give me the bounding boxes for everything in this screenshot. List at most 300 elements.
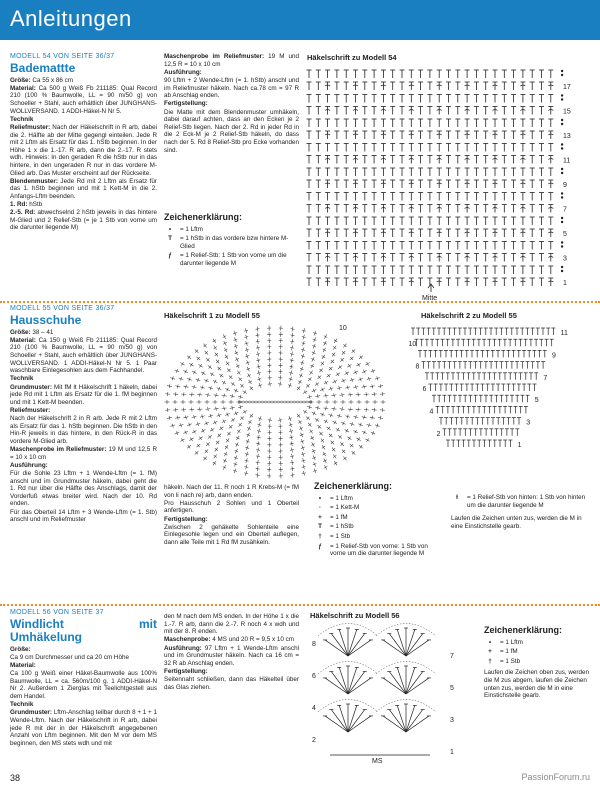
- stitch-mark: [334, 380, 336, 384]
- chart-row-number: 5: [450, 685, 454, 692]
- stitch-mark: [360, 445, 362, 448]
- legend-symbol: ƚ: [456, 494, 458, 501]
- stitch-mark: [327, 427, 329, 430]
- stitch-mark: [350, 407, 351, 411]
- chart-row: [307, 156, 554, 164]
- instruction-paragraph: Ausführung: 97 Lftm + 1 Wende-Lftm anschl und im Grundmuster häkeln. Nach ca 16 cm = 32 R ab Anschlag enden.: [164, 644, 299, 667]
- stitch-mark: [334, 393, 335, 397]
- chart-row-number: 15: [563, 108, 571, 116]
- stitch-mark: [383, 678, 406, 694]
- stitch-mark: [323, 342, 326, 344]
- stitch-mark: [313, 389, 315, 393]
- stitch-mark: [348, 678, 371, 694]
- stitch-mark: [348, 634, 365, 656]
- stitch-mark: [190, 438, 192, 441]
- stitch-mark: [348, 716, 371, 732]
- chart-row: [307, 278, 554, 286]
- stitch-mark: [348, 640, 371, 656]
- legend-text: = 1 Relief-Stb von vorne: 1 Stb von vorne um die darunter liegende M: [330, 542, 428, 558]
- legend-note: Laufen die Zeichen oben zus, werden die M zus abgem, laufen die Zeichen unten zus, werden die M in eine Einstichstelle gearb.: [484, 669, 590, 700]
- chain-mark: [293, 401, 296, 403]
- section-divider: [0, 604, 600, 606]
- legend-row: [164, 252, 299, 267]
- legend-row: [314, 495, 434, 503]
- chart-row-number: 2: [436, 430, 441, 438]
- chart-row-number: 7: [563, 206, 567, 214]
- model-55-chart-2-title: Häkelschrift 2 zu Modell 55: [421, 311, 517, 320]
- model-56-crochet-chart: [310, 620, 460, 765]
- stitch-mark: [334, 407, 335, 411]
- stitch-mark: [235, 450, 239, 452]
- instruction-paragraph: Größe: 38 – 41: [10, 328, 54, 336]
- stitch-mark: [331, 672, 348, 694]
- chain-mark: [561, 217, 563, 219]
- legend-symbol: •: [318, 494, 322, 502]
- stitch-mark: [236, 437, 239, 439]
- chain-mark: [306, 401, 309, 403]
- stitch-mark: [208, 393, 209, 397]
- stitch-mark: [304, 390, 306, 393]
- stitch-mark: [192, 408, 193, 412]
- stitch-mark: [383, 640, 406, 656]
- stitch-mark: [237, 430, 240, 432]
- stitch-mark: [214, 380, 216, 384]
- stitch-mark: [348, 629, 357, 656]
- stitch-mark: [223, 420, 225, 423]
- instruction-paragraph: Maschenprobe im Reliefmuster: 19 M und 12,5 R = 10 x 10 cm: [10, 446, 157, 461]
- stitch-mark: [236, 365, 239, 367]
- instruction-paragraph: Für das Oberteil 14 Lftm + 3 Wende-Lftm (= 1. Stb) anschl und im Reliefmuster: [10, 508, 157, 524]
- stitch-mark: [358, 408, 359, 412]
- stitch-mark: [290, 475, 294, 476]
- stitch-mark: [339, 667, 348, 694]
- stitch-mark: [312, 352, 316, 354]
- chart-row-number: 1: [517, 442, 522, 449]
- stitch-mark: [235, 412, 237, 416]
- stitch-mark: [339, 705, 348, 732]
- legend-text: = 1 hStb in das vordere bzw hintere M-Glied: [180, 235, 289, 250]
- instruction-paragraph: 2.-5. Rd: abwechselnd 2 hStb jeweils in das hintere M-Glied und 2 Relief-Stb (= je 1 Stb von vorne um die darunter liegende M): [10, 209, 157, 232]
- chain-mark: [561, 70, 563, 72]
- chart-row-number: 4: [312, 705, 316, 712]
- model-56-title: Windlicht mit Umhäkelung: [10, 616, 157, 644]
- chain-mark: [561, 196, 563, 198]
- chart-row: [307, 70, 564, 78]
- legend-text: = 1 Lftm: [180, 225, 203, 233]
- legend-symbol: +: [318, 513, 322, 521]
- chart-row: [307, 205, 554, 213]
- section-divider: [0, 301, 600, 303]
- model-56-column-2: [164, 613, 299, 692]
- legend-row: [314, 514, 434, 522]
- model-54-column-2: [164, 53, 299, 155]
- stitch-mark: [366, 408, 367, 412]
- model-54-crochet-chart: [305, 62, 590, 302]
- legend-text: = 1 hStb: [330, 523, 354, 531]
- stitch-mark: [331, 634, 348, 656]
- stitch-mark: [199, 437, 201, 440]
- stitch-mark: [389, 710, 406, 732]
- stitch-mark: [211, 428, 213, 431]
- watermark: PassionForum.ru: [521, 772, 590, 782]
- stitch-mark: [214, 346, 217, 348]
- chart-row-number: 5: [534, 397, 539, 405]
- page-title: Anleitungen: [10, 6, 132, 31]
- chart-row: [307, 119, 564, 127]
- stitch-mark: [185, 370, 187, 374]
- stitch-mark: [224, 349, 227, 351]
- stitch-mark: [348, 364, 350, 367]
- stitch-mark: [247, 428, 250, 430]
- stitch-mark: [311, 365, 314, 367]
- chart-row: [307, 241, 564, 249]
- stitch-mark: [200, 407, 201, 411]
- stitch-mark: [223, 466, 227, 468]
- legend-text: = 1 fM: [330, 513, 348, 521]
- chart-row: [307, 82, 554, 90]
- chain-mark: [561, 221, 563, 223]
- stitch-mark: [223, 381, 225, 384]
- stitch-mark: [348, 437, 350, 440]
- chart-row-number: 7: [450, 653, 454, 660]
- stitch-mark: [311, 437, 314, 439]
- model-55-crochet-chart-2: [405, 322, 590, 462]
- instruction-paragraph: Größe: Ca 55 x 86 cm: [10, 76, 73, 84]
- stitch-mark: [310, 430, 313, 432]
- legend-text: = 1 Stb: [500, 657, 521, 665]
- stitch-mark: [334, 340, 337, 342]
- center-label: Mitte: [422, 295, 438, 302]
- stitch-mark: [298, 421, 301, 423]
- stitch-mark: [358, 392, 359, 396]
- instruction-paragraph: Reliefmuster: Nach der Häkelschrift in R arb, dabei die 2. Hälfte ab der Mitte gegengl einteilen. Jede R mit 2 Lftm als Ersatz für das 1. hStb beginnen. In der Höhe 1 x die 1.-17. R arb, dann die 2.-17. R stets wdh. Hinweis: In den geraden R die hStb nur in das hintere, in den ungeraden R nur in das vordere M-Glied arb. Das Muster erscheint auf der Rückseite.: [10, 123, 158, 177]
- stitch-mark: [248, 381, 251, 383]
- chain-mark: [287, 401, 290, 403]
- stitch-mark: [235, 352, 239, 354]
- stitch-mark: [357, 438, 359, 441]
- stitch-mark: [244, 410, 246, 413]
- stitch-mark: [406, 705, 415, 732]
- legend-symbol: ƒ: [318, 542, 322, 550]
- instruction-paragraph: 1. Rd: hStb: [10, 201, 43, 209]
- stitch-mark: [312, 450, 316, 452]
- chart-row: [307, 180, 554, 188]
- stitch-mark: [363, 370, 365, 374]
- stitch-mark: [193, 430, 195, 434]
- chart-row-number: 10: [339, 325, 347, 332]
- stitch-mark: [246, 368, 250, 370]
- repeat-label: MS: [372, 758, 383, 765]
- chart-row: [307, 192, 564, 200]
- legend-row: [484, 658, 592, 666]
- legend-text: = 1 Relief-Stb von hinten: 1 Stb von hinten um die darunter liegende M: [467, 494, 586, 509]
- stitch-mark: [311, 358, 314, 360]
- stitch-mark: [216, 393, 217, 397]
- stitch-mark: [350, 393, 351, 397]
- model-54-column-1: [10, 53, 157, 233]
- instruction-paragraph: Fertigstellung:: [164, 100, 208, 108]
- stitch-mark: [325, 716, 348, 732]
- chart-row: [307, 229, 554, 237]
- stitch-mark: [327, 374, 329, 377]
- instruction-paragraph: Fertigstellung:: [164, 515, 208, 523]
- chain-mark: [261, 401, 264, 403]
- stitch-mark: [339, 629, 348, 656]
- stitch-mark: [290, 341, 294, 342]
- stitch-mark: [397, 705, 406, 732]
- chain-mark: [274, 401, 277, 403]
- legend-symbol: •: [168, 225, 172, 233]
- stitch-mark: [406, 672, 423, 694]
- stitch-mark: [214, 421, 216, 425]
- stitch-mark: [268, 384, 272, 385]
- stitch-mark: [300, 434, 304, 436]
- stitch-mark: [333, 455, 336, 457]
- legend-symbol: T: [318, 523, 322, 531]
- chain-mark: [280, 401, 283, 403]
- stitch-mark: [256, 475, 260, 476]
- stitch-mark: [360, 356, 362, 359]
- chart-row: [307, 254, 554, 262]
- model-56-legend: [484, 627, 592, 700]
- stitch-mark: [224, 453, 227, 455]
- stitch-mark: [209, 435, 212, 438]
- chain-mark: [296, 401, 299, 403]
- stitch-mark: [348, 667, 357, 694]
- page-number: 38: [10, 773, 21, 783]
- stitch-mark: [183, 408, 184, 412]
- stitch-mark: [220, 374, 222, 377]
- stitch-mark: [216, 407, 217, 411]
- model-55-reference: MODELL 55 VON SEITE 36/37: [10, 305, 115, 312]
- stitch-mark: [383, 716, 406, 732]
- stitch-mark: [331, 710, 348, 732]
- stitch-mark: [185, 431, 187, 435]
- stitch-mark: [355, 430, 357, 434]
- stitch-mark: [208, 407, 209, 411]
- model-55-column-2: [164, 484, 299, 547]
- stitch-mark: [346, 372, 348, 375]
- stitch-mark: [235, 444, 238, 446]
- stitch-mark: [322, 446, 325, 448]
- chain-mark: [561, 123, 563, 125]
- chain-mark: [561, 245, 563, 247]
- instruction-paragraph: Grundmuster: Mit fM lt Häkelschrift 1 häkeln, dabei jede Rd mit 1 Lftm als Ersatz für die 1. fM beginnen und mit 1 Kett-M beenden.: [10, 383, 157, 406]
- legend-row: [314, 523, 434, 531]
- instruction-paragraph: Die Matte mit dem Blendenmuster umhäkeln, dabei darauf achten, dass an den Ecken je 2 Relief-Stb liegen. Nach der 2. Rd in jeder Rd in die 2 Eck-M je 2 Relief-Stb häkeln, do dass nach der 5. Rd 8 Relief-Stb pro Ecke vorhanden sind.: [164, 108, 299, 154]
- stitch-mark: [337, 373, 339, 376]
- chain-mark: [277, 401, 280, 403]
- chart-row-number: 3: [526, 419, 531, 427]
- stitch-mark: [348, 705, 357, 732]
- stitch-mark: [367, 438, 369, 441]
- chart-row-number: 11: [560, 330, 568, 337]
- stitch-mark: [193, 371, 195, 375]
- stitch-mark: [334, 421, 336, 425]
- legend-symbol: †: [488, 657, 492, 665]
- stitch-mark: [246, 434, 250, 436]
- stitch-mark: [367, 362, 369, 365]
- chart-row-number: 4: [429, 408, 434, 416]
- legend-row: [484, 639, 592, 647]
- instruction-paragraph: Fertigstellung:: [164, 667, 208, 675]
- chart-row-number: 2: [312, 737, 316, 744]
- instruction-paragraph: Material: Ca 150 g Weiß Fb 211185: Qual Record 210 (100 % Baumwolle, LL = 90 m/50 g) von Schoeller + Stahl, auch erhältlich über JUNGHANS-WOLLVERSAND. 1 ADDI-Häkel-N Nr 5. 1 Paar waschbare Einlegesohlen aus dem Fachhandel.: [10, 336, 157, 375]
- stitch-mark: [188, 356, 190, 359]
- instruction-paragraph: Reliefmuster:: [10, 406, 51, 414]
- chain-mark: [561, 143, 563, 145]
- stitch-mark: [237, 371, 240, 373]
- stitch-mark: [333, 346, 336, 348]
- chain-mark: [561, 266, 563, 268]
- chain-mark: [258, 401, 261, 403]
- stitch-mark: [256, 335, 260, 336]
- page-header: [0, 0, 600, 40]
- model-55-legend-right: [451, 494, 591, 530]
- stitch-mark: [213, 462, 216, 464]
- chain-mark: [561, 192, 563, 194]
- chain-mark: [255, 401, 258, 403]
- instruction-paragraph: Technik: [10, 701, 34, 709]
- instruction-paragraph: Maschenprobe im Reliefmuster: 19 M und 12,5 R = 10 x 10 cm: [164, 53, 299, 68]
- stitch-mark: [290, 468, 294, 469]
- legend-note: Laufen die Zeichen unten zus, werden die M in eine Einstichstelle gearb.: [451, 515, 582, 530]
- stitch-mark: [181, 438, 183, 441]
- chart-row-number: 9: [563, 182, 567, 189]
- chain-mark: [245, 401, 248, 403]
- instruction-paragraph: Für die Sohle 23 Lftm + 1 Wende-Lftm (= 1. fM) anschl und im Grundmuster häkeln, dabei geht die 1. Rd nur über die Hälfte des Anschlags, damit der Vorderfuß etwas breiter wird. Nach der 10. Rd enden.: [10, 470, 157, 508]
- legend-title: Zeichenerklärung:: [314, 481, 393, 491]
- stitch-mark: [235, 389, 237, 393]
- chain-mark: [267, 401, 270, 403]
- instruction-paragraph: Maschenprobe: 4 MS und 20 R = 9,5 x 10 cm: [164, 636, 295, 644]
- stitch-mark: [397, 629, 406, 656]
- chart-row-number: 9: [552, 352, 556, 360]
- chart-row-number: 7: [543, 374, 548, 382]
- stitch-mark: [232, 418, 234, 421]
- stitch-mark: [300, 368, 304, 370]
- chain-mark: [251, 401, 254, 403]
- legend-symbol: •: [488, 638, 492, 646]
- chain-mark: [561, 119, 563, 121]
- chart-row-number: 3: [450, 717, 454, 724]
- stitch-mark: [325, 640, 348, 656]
- model-54-legend: [164, 214, 299, 270]
- chain-mark: [303, 401, 306, 403]
- chain-mark: [561, 98, 563, 100]
- stitch-mark: [406, 634, 423, 656]
- stitch-mark: [299, 428, 302, 430]
- stitch-mark: [406, 640, 429, 656]
- stitch-mark: [321, 439, 324, 441]
- chart-row: [307, 217, 564, 225]
- stitch-mark: [323, 453, 326, 455]
- stitch-mark: [310, 371, 313, 373]
- instruction-paragraph: Pro Hausschuh 2 Sohlen und 1 Oberteil anfertigen.: [164, 499, 299, 515]
- stitch-mark: [278, 384, 282, 385]
- model-56-column-1: [10, 609, 157, 748]
- stitch-mark: [406, 710, 423, 732]
- instruction-paragraph: Seitennaht schließen, dann das Häkelteil über das Glas ziehen.: [164, 676, 299, 691]
- stitch-mark: [225, 356, 228, 358]
- stitch-mark: [226, 439, 229, 441]
- stitch-mark: [311, 444, 314, 446]
- stitch-mark: [209, 365, 212, 368]
- instruction-paragraph: Blendenmuster: Jede Rd mit 2 Lftm als Ersatz für das 1. hStb beginnen und mit 1 Kett-M in die 2. Anfangs-Lftm beenden.: [10, 177, 157, 200]
- stitch-mark: [321, 362, 324, 364]
- chain-mark: [264, 401, 267, 403]
- chart-row-number: 1: [450, 749, 454, 756]
- legend-row: [164, 226, 299, 234]
- stitch-mark: [357, 363, 359, 366]
- stitch-mark: [247, 374, 250, 376]
- legend-symbol: T: [168, 235, 172, 243]
- chart-row: [307, 168, 564, 176]
- legend-title: Zeichenerklärung:: [164, 212, 243, 222]
- chart-row-number: 13: [563, 133, 571, 140]
- stitch-mark: [232, 382, 234, 385]
- chart-row: [307, 143, 564, 151]
- chart-row-number: 11: [563, 157, 571, 165]
- stitch-mark: [220, 427, 222, 430]
- instruction-paragraph: Material:: [10, 661, 36, 669]
- stitch-mark: [337, 428, 339, 431]
- legend-text: = 1 Kett-M: [330, 504, 360, 512]
- stitch-mark: [334, 462, 337, 464]
- stitch-mark: [323, 460, 326, 462]
- stitch-mark: [299, 374, 302, 376]
- stitch-mark: [290, 335, 294, 336]
- stitch-mark: [355, 371, 357, 375]
- chain-mark: [299, 401, 302, 403]
- stitch-mark: [192, 392, 193, 396]
- chain-mark: [290, 401, 293, 403]
- stitch-mark: [406, 716, 429, 732]
- model-55-chart-1-title: Häkelschrift 1 zu Modell 55: [164, 311, 260, 320]
- chart-row: [307, 94, 564, 102]
- model-55-column-1: [10, 305, 157, 524]
- instruction-paragraph: Ca 9 cm Durchmesser und ca 20 cm Höhe: [10, 653, 129, 661]
- stitch-mark: [200, 393, 201, 397]
- legend-title: Zeichenerklärung:: [484, 625, 563, 635]
- stitch-mark: [339, 435, 342, 438]
- stitch-mark: [397, 667, 406, 694]
- stitch-mark: [325, 420, 327, 423]
- legend-row: [484, 648, 592, 656]
- model-54-chart-title: Häkelschrift zu Modell 54: [307, 53, 397, 62]
- chain-mark: [561, 168, 563, 170]
- chart-row-number: 5: [563, 231, 567, 238]
- instruction-paragraph: Ca 100 g Weiß einer Häkel-Baumwolle aus 100% Baumwolle, LL = ca. 560m/100 g. 1 ADDI-Häkel-N Nr 2. Außerdem 1 Zierglas mit Teelichtgestell aus dem Handel.: [10, 670, 157, 700]
- legend-text: = 1 Lftm: [500, 638, 523, 646]
- chart-row-number: 6: [422, 386, 427, 393]
- stitch-mark: [248, 421, 251, 423]
- chain-mark: [283, 401, 286, 403]
- chart-row: [307, 266, 564, 274]
- stitch-mark: [223, 460, 226, 462]
- model-55-crochet-chart-1: [165, 320, 395, 480]
- chart-row-number: 10: [408, 341, 417, 349]
- stitch-mark: [213, 340, 216, 342]
- legend-row: [164, 235, 299, 250]
- instruction-paragraph: Größe:: [10, 645, 31, 653]
- instruction-paragraph: Zwischen 2 gehäkelte Sohlenteile eine Einlegesohle legen und ein Oberteil auflegen, dann alle Teile mit 1 Rd fM zusähkeln.: [164, 523, 299, 546]
- chart-row-number: 8: [312, 641, 316, 648]
- legend-symbol: +: [488, 648, 492, 656]
- stitch-mark: [268, 420, 272, 421]
- stitch-mark: [342, 407, 343, 411]
- model-55-title: Hausschuhe: [10, 312, 82, 327]
